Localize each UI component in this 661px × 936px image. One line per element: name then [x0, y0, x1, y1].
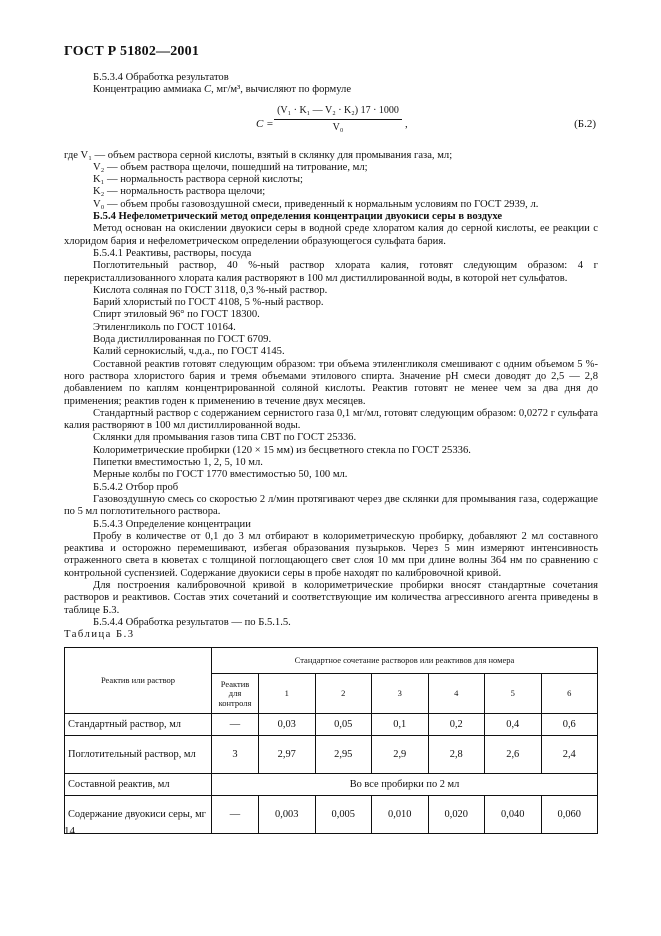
where-item: V₀ — объем пробы газовоздушной смеси, приведенный к нормальным условиям по ГОСТ 2939, л. — [93, 198, 539, 210]
table-cell: 0,03 — [259, 714, 316, 736]
table-cell: Составной реактив, мл — [65, 774, 212, 796]
section-heading: Б.5.4 Нефелометрический метод определения концентрации двуокиси серы в воздухе — [93, 211, 503, 223]
section-heading: Б.5.4.2 Отбор проб — [93, 481, 179, 493]
table-cell: Стандартный раствор, мл — [65, 714, 212, 736]
list-item: Склянки для промывания газов типа СВТ по ГОСТ 25336. — [93, 432, 357, 444]
document-header: ГОСТ Р 51802—2001 — [64, 44, 200, 59]
formula-numerator: (V₁ · K₁ — V₂ · K₂) 17 · 1000 — [274, 105, 402, 120]
section-heading: Б.5.4.4 Обработка результатов — по Б.5.1.5. — [93, 616, 291, 628]
table-cell: Поглотительный раствор, мл — [65, 736, 212, 774]
list-item: Колориметрические пробирки (120 × 15 мм) из бесцветного стекла по ГОСТ 25336. — [93, 444, 471, 456]
formula-denominator: V₀ — [332, 121, 344, 133]
list-item: Пипетки вместимостью 1, 2, 5, 10 мл. — [93, 457, 263, 469]
where-item: где V₁ — объем раствора серной кислоты, взятый в склянку для промывания газа, мл; — [64, 149, 453, 161]
page-number: 14 — [64, 825, 75, 837]
section-heading: Б.5.4.3 Определение концентрации — [93, 518, 251, 530]
table-cell: — — [212, 714, 259, 736]
table-cell: 0,060 — [541, 796, 598, 834]
table-cell: 2,9 — [372, 736, 429, 774]
table-cell: 0,010 — [372, 796, 429, 834]
paragraph: Газовоздушную смесь со скоростью 2 л/мин протягивают через две склянки для промывания газа, содержащие по 5 мл поглотительного раствора. — [64, 493, 598, 518]
list-item: Мерные колбы по ГОСТ 1770 вместимостью 50, 100 мл. — [93, 469, 348, 481]
table-cell: 0,005 — [315, 796, 372, 834]
table-cell: 2,95 — [315, 736, 372, 774]
paragraph: Составной реактив готовят следующим образом: три объема этиленгликоля смешивают с одним объемом 5 %-ного раствора хлористого бария и тремя объемами этилового спирта. Значение рН смеси доводят до 2,5 — 2,8 добавлением по каплям концентрированной соляной кислоты. Реактив готовят не менее чем за два дня до применения; реактив годен к применению в течение двух месяцев. — [64, 358, 598, 407]
list-item: Спирт этиловый 96° по ГОСТ 18300. — [93, 309, 260, 321]
table-cell: 0,2 — [428, 714, 485, 736]
table-cell: 0,4 — [485, 714, 542, 736]
list-item: Барий хлористый по ГОСТ 4108, 5 %-ный раствор. — [93, 297, 324, 309]
table-cell: 2,97 — [259, 736, 316, 774]
formula-number: (Б.2) — [574, 117, 596, 130]
where-item: K₂ — нормальность раствора щелочи; — [93, 186, 266, 198]
table-header-cell: 4 — [428, 674, 485, 714]
section-heading: Б.5.3.4 Обработка результатов — [93, 72, 229, 83]
paragraph: Концентрацию аммиака С, мг/м³, вычисляют по формуле — [93, 84, 352, 96]
document-body — [64, 72, 598, 834]
table-cell: — — [212, 796, 259, 834]
table-cell: 3 — [212, 736, 259, 774]
table-cell: 0,1 — [372, 714, 429, 736]
table-cell: 0,6 — [541, 714, 598, 736]
table-header-cell: 1 — [259, 674, 316, 714]
table-cell: 2,8 — [428, 736, 485, 774]
table-row — [65, 736, 598, 774]
table-cell: 2,6 — [485, 736, 542, 774]
paragraph: Пробу в количестве от 0,1 до 3 мл отбирают в колориметрическую пробирку, добавляют 2 мл составного реактива и осторожно перемешивают, избегая образования пузырьков. Через 5 мин измеряют интенсивность отраженного света в кюветах с толщиной поглощающего свет слоя 10 мм при длине волны 364 нм по сравнению с контрольной суспензией. Содержание двуокиси серы в пробе находят по калибровочной кривой. — [64, 530, 598, 579]
list-item: Вода дистиллированная по ГОСТ 6709. — [93, 334, 272, 346]
where-item: V₂ — объем раствора щелочи, пошедший на титрование, мл; — [93, 161, 368, 173]
table-header-cell: 3 — [372, 674, 429, 714]
list-item: Кислота соляная по ГОСТ 3118, 0,3 %-ный раствор. — [93, 284, 328, 296]
list-item: Калий сернокислый, ч.д.а., по ГОСТ 4145. — [93, 346, 285, 358]
table-row — [65, 774, 598, 796]
formula-b2 — [64, 103, 598, 147]
list-item: Этиленгликоль по ГОСТ 10164. — [93, 321, 236, 333]
table-row — [65, 796, 598, 834]
table-cell: 2,4 — [541, 736, 598, 774]
table-header-cell: 5 — [485, 674, 542, 714]
table-cell: 0,05 — [315, 714, 372, 736]
table-cell: 0,020 — [428, 796, 485, 834]
table-merged-cell: Во все пробирки по 2 мл — [212, 774, 598, 796]
table-b3 — [64, 647, 598, 834]
table-cell: Содержание двуокиси серы, мг — [65, 796, 212, 834]
table-header-cell: 2 — [315, 674, 372, 714]
table-row — [65, 714, 598, 736]
paragraph: Поглотительный раствор, 40 %-ный раствор хлората калия, готовят следующим образом: 4 г перекристаллизованного хлората калия растворяют в 100 мл дистиллированной воды, в которой нет сульфатов. — [64, 260, 598, 284]
table-cell: 0,003 — [259, 796, 316, 834]
section-heading: Б.5.4.1 Реактивы, растворы, посуда — [93, 247, 252, 259]
where-item: K₁ — нормальность раствора серной кислоты; — [93, 174, 303, 186]
paragraph: Для построения калибровочной кривой в колориметрические пробирки вносят стандартные сочетания растворов и реактивов. Состав этих сочетаний и соответствующие им количества агрессивного агента приведены в таблице Б.3. — [64, 579, 598, 616]
table-header-cell: Реактив для контроля — [212, 674, 259, 714]
formula-lhs: C = — [256, 117, 274, 130]
paragraph: Метод основан на окислении двуокиси серы в водной среде хлоратом калия до серной кислоты, ее реакции с хлоридом бария и нефелометрическом определении образующегося сульфата бария. — [64, 223, 598, 247]
table-cell: 0,040 — [485, 796, 542, 834]
table-header-cell: 6 — [541, 674, 598, 714]
table-caption: Таблица Б.3 — [64, 629, 135, 641]
paragraph: Стандартный раствор с содержанием сернистого газа 0,1 мг/мл, готовят следующим образом: 0,0272 г сульфата калия растворяют в 100 мл дистиллированной воды. — [64, 407, 598, 432]
formula-comma: , — [405, 117, 408, 130]
formula-fraction — [274, 105, 402, 135]
table-header-cell: Реактив или раствор — [65, 648, 212, 714]
table-group-header: Стандартное сочетание растворов или реактивов для номера — [212, 648, 598, 674]
